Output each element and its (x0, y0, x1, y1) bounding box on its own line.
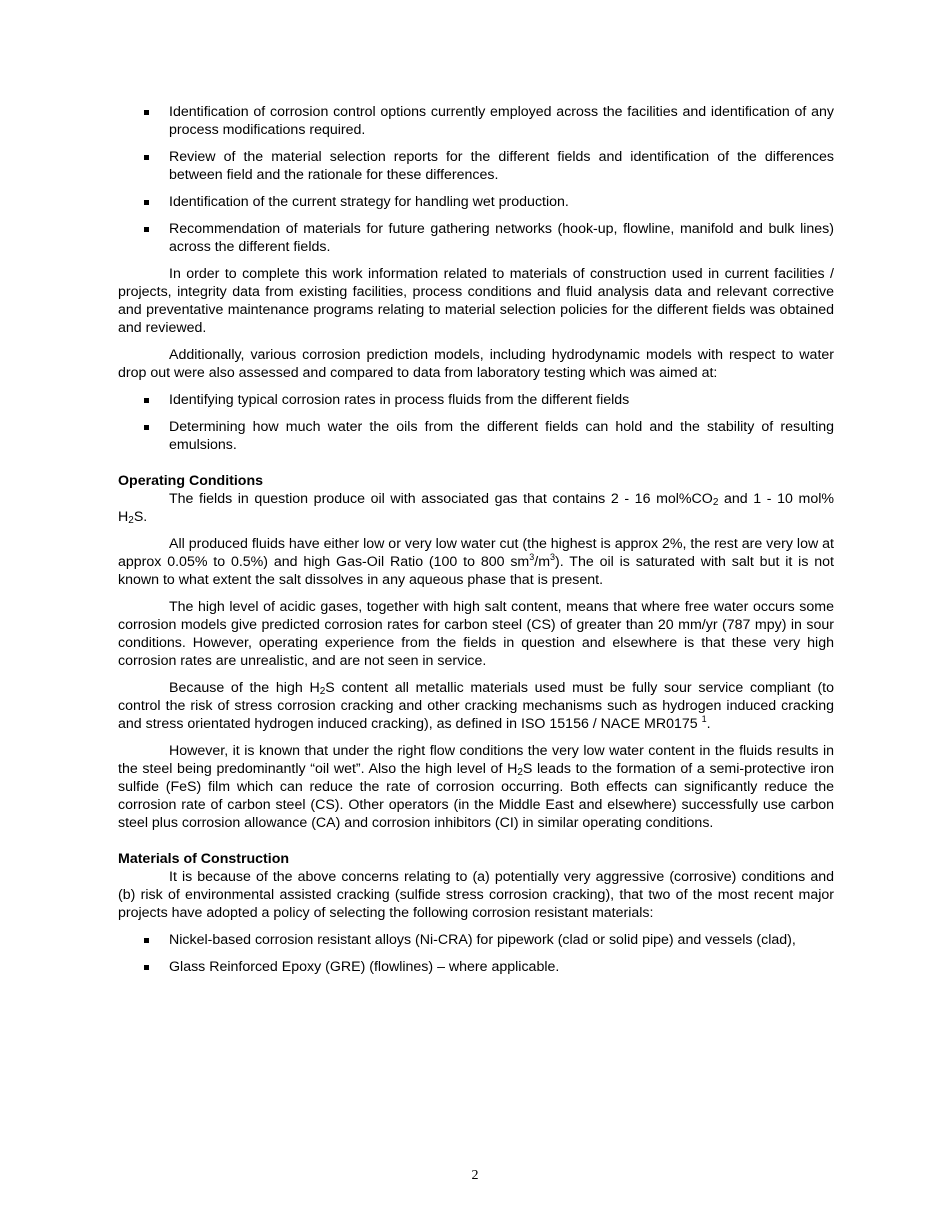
list-item: Identification of the current strategy for handling wet production. (118, 193, 834, 211)
list-item: Glass Reinforced Epoxy (GRE) (flowlines) – where applicable. (118, 958, 834, 976)
list-item: Review of the material selection reports for the different fields and identification of the differences between field and the rationale for these differences. (118, 148, 834, 184)
paragraph-material-policy: It is because of the above concerns relating to (a) potentially very aggressive (corrosive) conditions and (b) risk of environmental assisted cracking (sulfide stress corrosion cracking), that two of the most recent major projects have adopted a policy of selecting the following corrosion resistant materials: (118, 869, 834, 921)
list-item: Identifying typical corrosion rates in process fluids from the different fields (118, 391, 834, 409)
list-item: Recommendation of materials for future gathering networks (hook-up, flowline, manifold and bulk lines) across the different fields. (118, 220, 834, 256)
section-heading-operating-conditions: Operating Conditions (118, 473, 264, 489)
page-number: 2 (471, 1168, 479, 1183)
intro-bullet-list (118, 103, 834, 256)
testing-bullet-list (118, 391, 834, 454)
paragraph-oil-wet: However, it is known that under the right flow conditions the very low water content in the fluids results in the steel being predominantly “oil wet”. Also the high level of $H_2S$ leads to the formation of a semi-protective iron sulfide (FeS) film which can reduce the rate of corrosion occurring. Both effects can significantly reduce the corrosion rate of carbon steel (CS). Other operators (in the Middle East and elsewhere) successfully use carbon steel plus corrosion allowance (CA) and corrosion inhibitors (CI) in similar operating conditions. (118, 743, 834, 831)
document-page (118, 103, 834, 985)
section-heading-materials-of-construction: Materials of Construction (118, 851, 290, 867)
paragraph-prediction-models: Additionally, various corrosion prediction models, including hydrodynamic models with respect to water drop out were also assessed and compared to data from laboratory testing which was aimed at: (118, 347, 834, 381)
paragraph-work-scope: In order to complete this work information related to materials of construction used in current facilities / projects, integrity data from existing facilities, process conditions and fluid analysis data and relevant corrective and preventative maintenance programs relating to material selection policies for the different fields was obtained and reviewed. (118, 266, 834, 336)
list-item: Nickel-based corrosion resistant alloys (Ni-CRA) for pipework (clad or solid pipe) and vessels (clad), (118, 931, 834, 949)
list-item: Identification of corrosion control options currently employed across the facilities and identification of any process modifications required. (118, 103, 834, 139)
paragraph-water-cut: All produced fluids have either low or very low water cut (the highest is approx 2%, the rest are very low at approx 0.05% to 0.5%) and high Gas-Oil Ratio (100 to 800 $sm^3/m^3$). The oil is saturated with salt but it is not known to what extent the salt dissolves in any aqueous phase that is present. (118, 536, 834, 588)
paragraph-sour-service: Because of the high $H_2S$ content all metallic materials used must be fully sour service compliant (to control the risk of stress corrosion cracking and other cracking mechanisms such as hydrogen induced cracking and stress orientated hydrogen induced cracking), as defined in ISO 15156 / NACE MR0175 $^1$. (118, 680, 834, 732)
paragraph-gas-composition: The fields in question produce oil with associated gas that contains 2 - 16 $mol\%CO_2$ and 1 - 10 mol% $H_2S$. (118, 491, 834, 526)
materials-bullet-list (118, 931, 834, 976)
paragraph-corrosion-rates: The high level of acidic gases, together with high salt content, means that where free water occurs some corrosion models give predicted corrosion rates for carbon steel (CS) of greater than 20 mm/yr (787 mpy) in sour conditions. However, operating experience from the fields in question and elsewhere is that these very high corrosion rates are unrealistic, and are not seen in service. (118, 599, 834, 669)
list-item: Determining how much water the oils from the different fields can hold and the stability of resulting emulsions. (118, 418, 834, 454)
